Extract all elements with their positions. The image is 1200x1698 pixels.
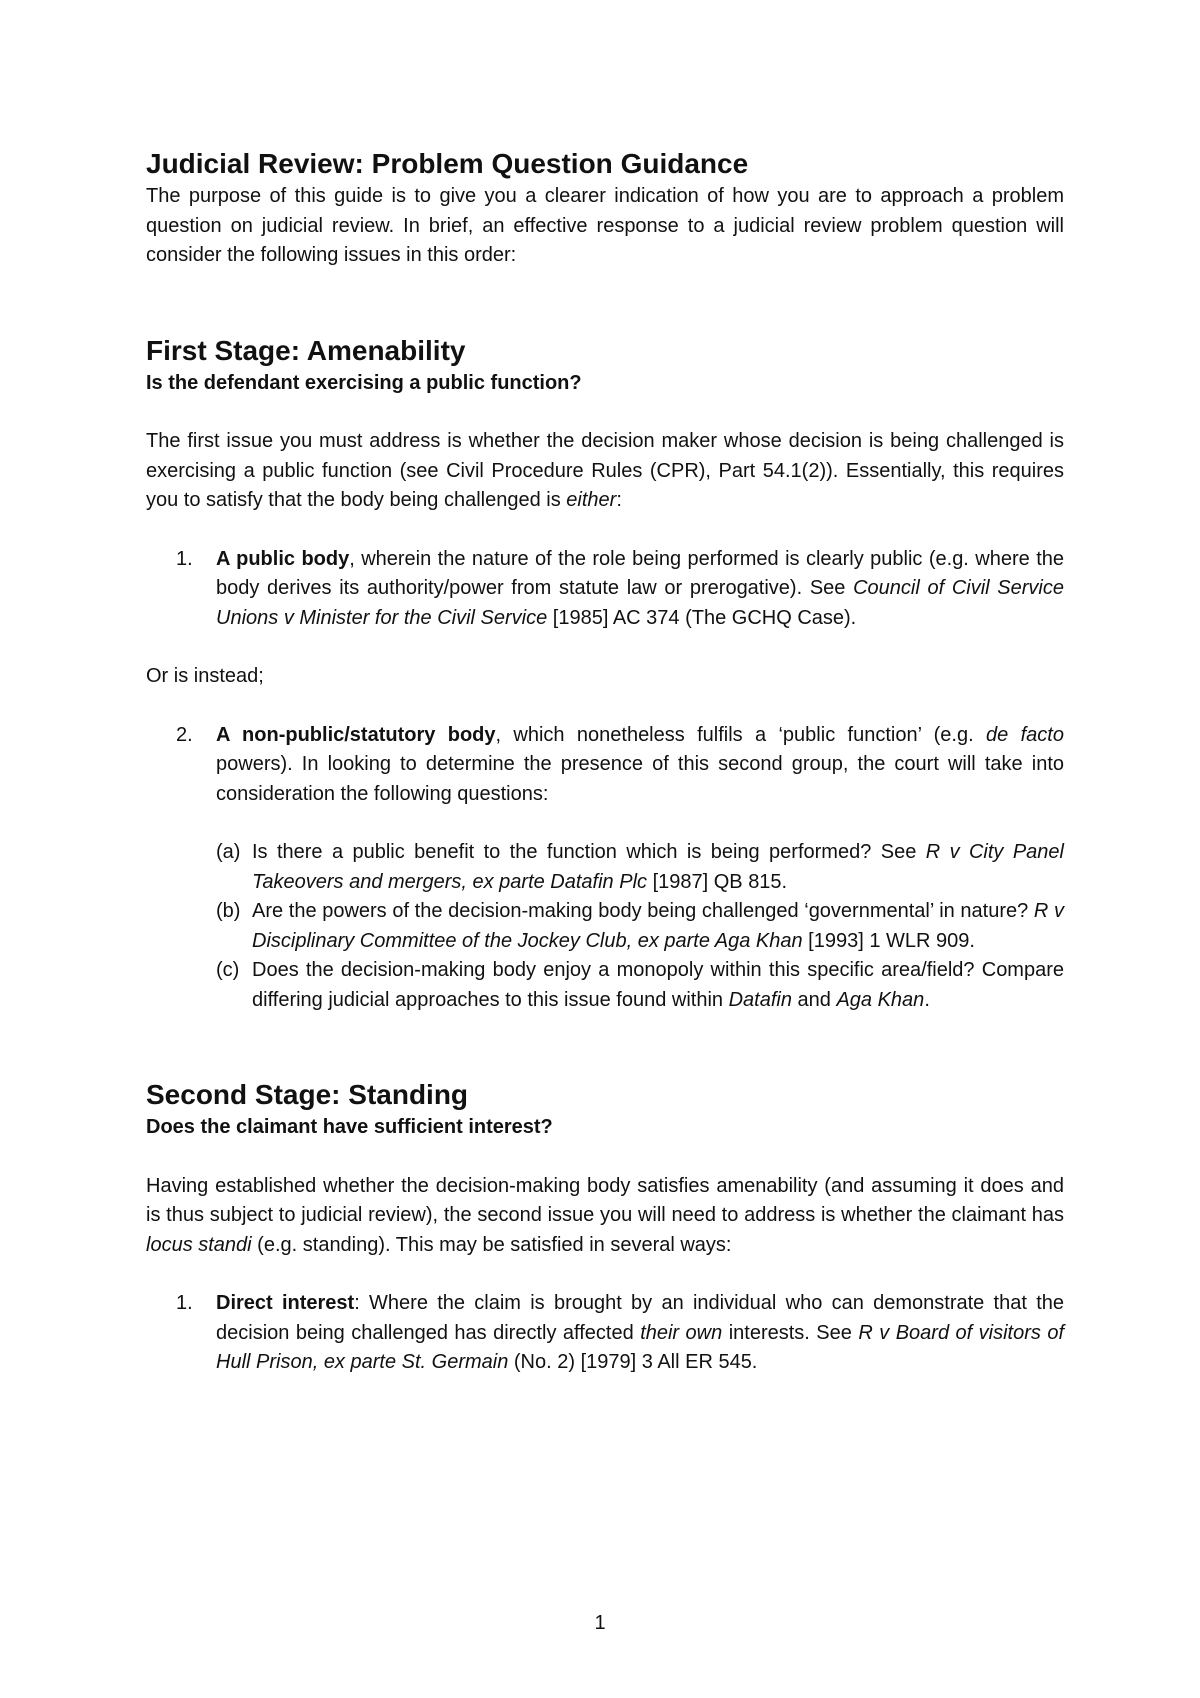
stage2-question: Does the claimant have sufficient interest? — [146, 1116, 553, 1138]
intro-paragraph: The purpose of this guide is to give you a clearer indication of how you are to approach a problem question on judicial review. In brief, an effective response to a judicial review problem question will consider the following issues in this order: — [146, 185, 1064, 266]
document-title: Judicial Review: Problem Question Guidance — [146, 148, 749, 179]
stage2-heading: Second Stage: Standing — [146, 1079, 469, 1110]
stage1-question: Is the defendant exercising a public function? — [146, 371, 582, 394]
sub-item-b: (b) Are the powers of the decision-making body being challenged ‘governmental’ in nature? R v Disciplinary Committee of the Jockey Club, ex parte Aga Khan [1993] 1 WLR 909. — [216, 900, 1064, 952]
page-number: 1 — [594, 1612, 606, 1634]
list-item-non-public-body: 2. A non-public/statutory body, which nonetheless fulfils a ‘public function’ (e.g. de facto powers). In looking to determine the presence of this second group, the court will take into consideration the following questions: — [176, 723, 1064, 805]
sub-item-c: (c) Does the decision-making body enjoy a monopoly within this specific area/field? Compare differing judicial approaches to this issue found within Datafin and Aga Khan. — [216, 959, 1064, 1011]
document-page — [146, 146, 1064, 1378]
stage1-heading: First Stage: Amenability — [146, 334, 466, 366]
stage1-paragraph: The first issue you must address is whether the decision maker whose decision is being challenged is exercising a public function (see Civil Procedure Rules (CPR), Part 54.1(2)). Essentially, this requires you to satisfy that the body being challenged is either: — [146, 430, 1064, 511]
or-instead-text: Or is instead; — [146, 665, 264, 687]
list-item-public-body: 1. A public body, wherein the nature of the role being performed is clearly public (e.g. where the body derives its authority/power from statute law or prerogative). See Council of Civil Service Unions v Minister for the Civil Service [1985] AC 374 (The GCHQ Case). — [176, 547, 1064, 629]
stage2-paragraph: Having established whether the decision-making body satisfies amenability (and assuming it does and is thus subject to judicial review), the second issue you will need to address is whether the claimant has locus standi (e.g. standing). This may be satisfied in several ways: — [146, 1174, 1064, 1256]
list-item-direct-interest: 1. Direct interest: Where the claim is brought by an individual who can demonstrate that the decision being challenged has directly affected their own interests. See R v Board of visitors of Hull Prison, ex parte St. Germain (No. 2) [1979] 3 All ER 545. — [176, 1292, 1065, 1373]
sub-item-a: (a) Is there a public benefit to the function which is being performed? See R v City Panel Takeovers and mergers, ex parte Datafin Plc [1987] QB 815. — [216, 841, 1064, 893]
